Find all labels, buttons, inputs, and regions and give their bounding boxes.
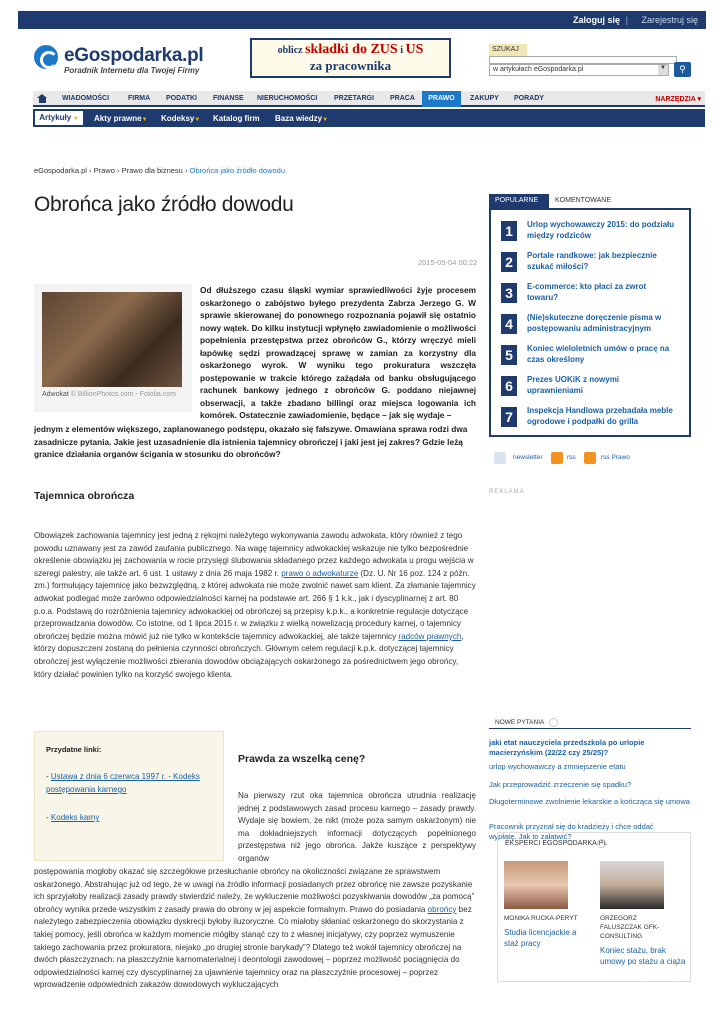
p2-text-c: bez należytego zabezpieczenia obowiązku dyskrecji byłoby iluzoryczne. Co miałoby skłaniać oskarżonego do skorzystania z takiej pomocy, jeśli obrońca w każdym momencie mógłby stanąć czy to z własnej inicjatywy, czy poprzez wymuszenie takiego zachowania przez prokuratora, niejako „po drugiej stronie barykady”? Dlatego też wokół tajemnicy obrończej na dwóch płaszczyznach: na płaszczyźnie karnomaterialnej i deontologii zawodowej – poprzez możliwość pociągnięcia do odpowiedzialności karnej czy dyscyplinarnej za ujawnienie tajemnicy oraz na płaszczyźnie procesowej – poprzez wprowadzenie odpowiednich zakazów dowodowych wykluczających [34,904,472,990]
useful-link-kk-label[interactable]: Kodeks karny [50,813,100,822]
search-scope-select[interactable] [489,64,669,76]
chevron-down-icon: ▼ [658,65,668,75]
new-questions-title: NOWE PYTANIA [495,719,545,726]
article-lead-cont: jednym z elementów większego, zaplanowanego podstępu, okazało się fałszywe. Omawiana sprawa rodzi dwa zasadnicze pytania. Jakie jest uzasadnienie dla istnienia tajemnicy obrończej i jaki jest jej zakres? Gdzie leżą granice działania organów ścigania w stosunku do obrońców? [34,424,468,459]
subnav-akty-prawne[interactable] [94,114,148,123]
nav-przetargi[interactable]: PRZETARGI [334,95,374,102]
photo-image [42,292,182,387]
sub-nav [33,109,705,127]
nav-finanse[interactable]: FINANSE [213,95,244,102]
expert-article-link[interactable]: Studia licencjackie a staż pracy [504,928,577,948]
useful-link-kpk[interactable] [46,770,216,796]
question-link[interactable]: urlop wychowawczy a zmniejszenie etatu [489,762,626,771]
breadcrumb-prawo-biznes[interactable]: Prawo dla biznesu [121,166,183,175]
useful-links-box [34,731,224,861]
popular-title[interactable]: (Nie)skuteczne doręczenie pisma w postępowaniu administracyjnym [527,313,662,333]
useful-dash-1: - [46,772,49,781]
chevron-down-icon: ▼ [194,117,201,123]
popular-number: 6 [501,376,517,396]
p1-text-c: , którzy dopuszczeni zostaną do pełnienia czynności obrończych. Głównym celem regulacji k.p.k. dotyczącej tajemnicy obrończej jest wyłączenie możliwości zbierania dowodów obciążających oskarżonego za pośrednictwem jego obrońcy, który działać powinien tylko na korzyść swojego klienta. [34,631,464,679]
article-lead: Od dłuższego czasu śląski wymiar sprawiedliwości żyje procesem oskarżonego o zabójstwo byłego prezydenta Zabrza Jerzego G. W sprawie skierowanej do ponownego rozpoznania pojawił się ostatnio nowy wątek. Do kilku instytucji wpłynęło zawiadomienie o możliwości popełnienia przestępstwa przez obrońców G., którzy wręczyć mieli łapówkę sędzi prowadzącej sprawę w zamian za korzystny dla oskarżonego wyrok. W wyniku tego prokuratura wszczęła postępowanie w trakcie którego zażądała od banku obsługującego rachunek bankowy jednego z obrońców G. poddano niejawnej obserwacji, a także zbadano billingi oraz miejsca logowania ich komórek. Ostatecznie zawiadomienie, będące – jak się wydaje – [200,285,476,420]
question-link[interactable]: Długoterminowe zwolnienie lekarskie a kończąca się umowa [489,797,690,806]
p1-text-a: Obowiązek zachowania tajemnicy jest jedną z rękojmi należytego wykonywania zawodu adwokata, który również z tego powodu uznawany jest za zawód zaufania publicznego. Na wagę tajemnicy adwokackiej wskazuje nie tylko bezpośrednie określenie obowiązku jej zachowania w rocie przysięgi ślubowania składanego przez każdego adwokata u progu wejścia w szeregi palestry, ale także art. 6 ust. 1 ustawy z dnia 26 maja 1982 r. [34,531,474,578]
nav-tools-label: NARZĘDZIA [655,96,696,103]
nav-praca[interactable]: PRACA [390,95,415,102]
heading-price: Prawda za wszelką cenę? [238,753,366,765]
link-obroncy[interactable]: obrońcy [427,904,457,914]
nav-zakupy[interactable]: ZAKUPY [470,95,499,102]
chevron-down-icon: ▼ [322,117,329,123]
chevron-right-icon[interactable] [549,718,558,727]
article-title: Obrońca jako źródło dowodu [34,193,294,216]
popular-item[interactable] [501,248,686,274]
new-questions-header [489,717,691,729]
p2-text-b: postępowania mogłoby okazać się szczegółowe przesłuchanie obrońcy na okoliczności związane ze sprawstwem oskarżonego. Abstrahując już od tego, że w uwagi na źródło informacji posiadanych przez obrońcę nie zawsze pozyskanie ich sprzyjałoby realizacji zasady prawdy stwierdzić należy, że wykluczenie możliwości pozyskiwania dowodów „za pomocą” obrońcy wynika przede wszystkim z zasady prawa do obrony w jej aspekcie formalnym. Prawo do posiadania [34,867,475,914]
popular-tabs [489,194,691,208]
popular-title[interactable]: Koniec wieloletnich umów o pracę na czas określony [527,344,670,364]
p1-text-b: (Dz. U. Nr 16 poz. 124 z późn. zm.) formułujący tajemnicę jako bezwzględną, z której adwokata nie może zwolnić nawet sam klient. Za złamanie tajemnicy adwokat podlegać może zarówno odpowiedzialności karnej na podstawie art. 266 § 1 k.k., jak i dyscyplinarnej z art. 80 p.o.a. Podstawą do rozróżnienia tajemnicy adwokackiej od obrończej są przepisy k.p.k., a konkretnie regulacje dotyczące przeprowadzania dowodów. Co istotne, od 1 lipca 2015 r. w związku z wielką nowelizacją procedury karnej, o tajemnicy obrończej będzie można mówić już nie tylko w kontekście tajemnicy adwokackiej, ale także tajemnicy [34,568,476,641]
expert-photo[interactable] [600,861,664,909]
expert-article-link[interactable]: Koniec stażu, brak umowy po stażu a ciąża [600,946,686,966]
ad-text-5: za pracownika [309,58,392,73]
subnav-kodeksy-label: Kodeksy [161,114,195,123]
breadcrumb: eGospodarka.pl › Prawo › Prawo dla biznesu › Obrońca jako źródło dowodu [34,166,286,175]
popular-item[interactable] [501,403,686,429]
expert-name-part: CONSULTING [600,933,643,940]
home-icon[interactable] [37,94,48,103]
rss-prawo-link[interactable]: rss Prawo [601,454,630,461]
rss-icon [584,452,596,464]
expert-name: MONIKA RUCKA-PERYT [504,915,578,922]
ad-text-3: i [397,45,406,56]
feeds-row [494,452,694,466]
paragraph-2: Na pierwszy rzut oka tajemnica obrończa utrudnia realizację jednej z podstawowych zasad procesu karnego – zasady prawdy. Wydaje się bowiem, że nikt (może poza samym oskarżonym) nie ma dokładniejszych informacji dotyczących popełnionego przestępstwa niż jego obrońca. Jakże kuszące z perspektywy organów [238,791,476,863]
question-link[interactable]: Pracownik przyznał się do kradzieży i chce oddać wypłatę. Jak to załatwić? [489,822,654,841]
popular-title[interactable]: Urlop wychowawczy 2015: do podziału między rodziców [527,220,675,240]
subnav-kodeksy[interactable] [161,114,200,123]
tab-comments[interactable]: KOMENTOWANE [555,197,612,204]
ad-text-4: US [405,42,424,57]
chevron-down-icon: ▼ [141,117,148,123]
subnav-baza-wiedzy[interactable] [275,114,328,123]
popular-title[interactable]: Portale randkowe: jak bezpiecznie szukać miłości? [527,251,657,271]
nav-wiadomosci[interactable]: WIADOMOŚCI [62,95,110,102]
article-date: 2015-05-04 00:22 [418,258,478,267]
popular-number: 7 [501,407,517,427]
link-radcy-prawni[interactable]: radców prawnych [398,631,462,641]
register-link[interactable]: Zarejestruj się [641,15,698,25]
experts-title: EKSPERCI EGOSPODARKA.PL [505,840,608,847]
top-bar [18,11,706,29]
heading-secret: Tajemnica obrończa [34,490,135,502]
nav-tools[interactable]: NARZĘDZIA ▾ [655,96,701,103]
popular-list [489,208,691,437]
popular-item[interactable] [501,279,686,305]
nav-nieruchomosci[interactable]: NIERUCHOMOŚCI [257,95,318,102]
logo-tagline: Poradnik Internetu dla Twojej Firmy [64,66,200,75]
search-box [489,44,691,80]
subnav-artykuly-label: Artykuły [39,113,72,122]
photo-caption-title: Adwokat [42,391,69,398]
site-logo[interactable] [34,45,234,75]
popular-number: 1 [501,221,517,241]
article-photo [34,284,192,412]
link-prawo-o-adwokaturze[interactable]: prawo o adwokaturze [281,568,359,578]
subnav-katalog-firm[interactable]: Katalog firm [213,114,260,123]
top-bar-separator: | [625,15,628,25]
subnav-akty-prawne-label: Akty prawne [94,114,142,123]
breadcrumb-prawo[interactable]: Prawo [93,166,115,175]
popular-number: 2 [501,252,517,272]
question-link[interactable]: jaki etat nauczyciela przedszkola po urlopie macierzyńskim (22/22 czy 25/25)? [489,738,645,757]
nav-firma[interactable]: FIRMA [128,95,151,102]
popular-item[interactable] [501,217,686,243]
search-label: SZUKAJ [489,44,527,56]
logo-name: eGospodarka.pl [64,45,204,66]
breadcrumb-current: Obrońca jako źródło dowodu [189,166,286,175]
popular-title[interactable]: Prezes UOKiK z nowymi uprawnieniami [527,375,620,395]
popular-number: 5 [501,345,517,365]
subnav-artykuly[interactable]: Artykuły ▼ [35,111,83,125]
search-scope-value: w artykułach eGospodarka.pl [493,66,584,73]
expert-photo[interactable] [504,861,568,909]
main-nav [33,91,705,107]
useful-dash-2: - [46,813,49,822]
subnav-baza-wiedzy-label: Baza wiedzy [275,114,323,123]
logo-icon [34,45,58,69]
useful-links-title: Przydatne linki: [46,745,102,754]
ad-label: REKLAMA [489,489,525,495]
login-link[interactable]: Zaloguj się [572,15,620,25]
expert-name-part: GRZEGORZ [600,915,637,922]
expert-name-part: FALUSZCZAK GFK- [600,924,660,931]
paragraph-2-cont [34,866,476,992]
rss-link[interactable]: rss [567,454,576,461]
search-input[interactable] [489,56,677,64]
popular-title[interactable]: E-commerce: kto płaci za zwrot towaru? [527,282,647,302]
popular-item[interactable] [501,372,686,398]
useful-link-kk[interactable] [46,811,216,824]
tab-popular[interactable]: POPULARNE [489,194,549,208]
newsletter-link[interactable]: newsletter [513,454,543,461]
popular-title[interactable]: Inspekcja Handlowa przebadała meble ogrodowe i podpałki do grilla [527,406,673,426]
newsletter-icon [494,452,506,464]
ad-text-2: składki do ZUS [305,42,398,57]
breadcrumb-home[interactable]: eGospodarka.pl [34,166,87,175]
paragraph-1 [34,530,476,681]
question-link[interactable]: Jak przeprowadzić zrzeczenie się spadku? [489,780,632,789]
rss-icon [551,452,563,464]
popular-item[interactable] [501,310,686,336]
photo-caption [42,390,182,399]
search-icon: ⚲ [679,64,686,74]
experts-box [497,832,691,982]
expert-name [600,914,688,941]
useful-link-kpk-label[interactable]: Ustawa z dnia 6 czerwca 1997 r. - Kodeks postępowania karnego [46,772,200,794]
popular-number: 3 [501,283,517,303]
photo-credit: © BillionPhotos.com - Fotolia.com [70,391,176,398]
popular-item[interactable] [501,341,686,367]
search-button[interactable] [674,62,691,77]
ad-banner[interactable] [250,38,451,78]
nav-porady[interactable]: PORADY [514,95,544,102]
nav-podatki[interactable]: PODATKI [166,95,197,102]
popular-number: 4 [501,314,517,334]
chevron-right-icon[interactable] [597,839,606,848]
ad-text-1: oblicz [277,45,306,56]
nav-prawo[interactable]: PRAWO [422,91,461,107]
